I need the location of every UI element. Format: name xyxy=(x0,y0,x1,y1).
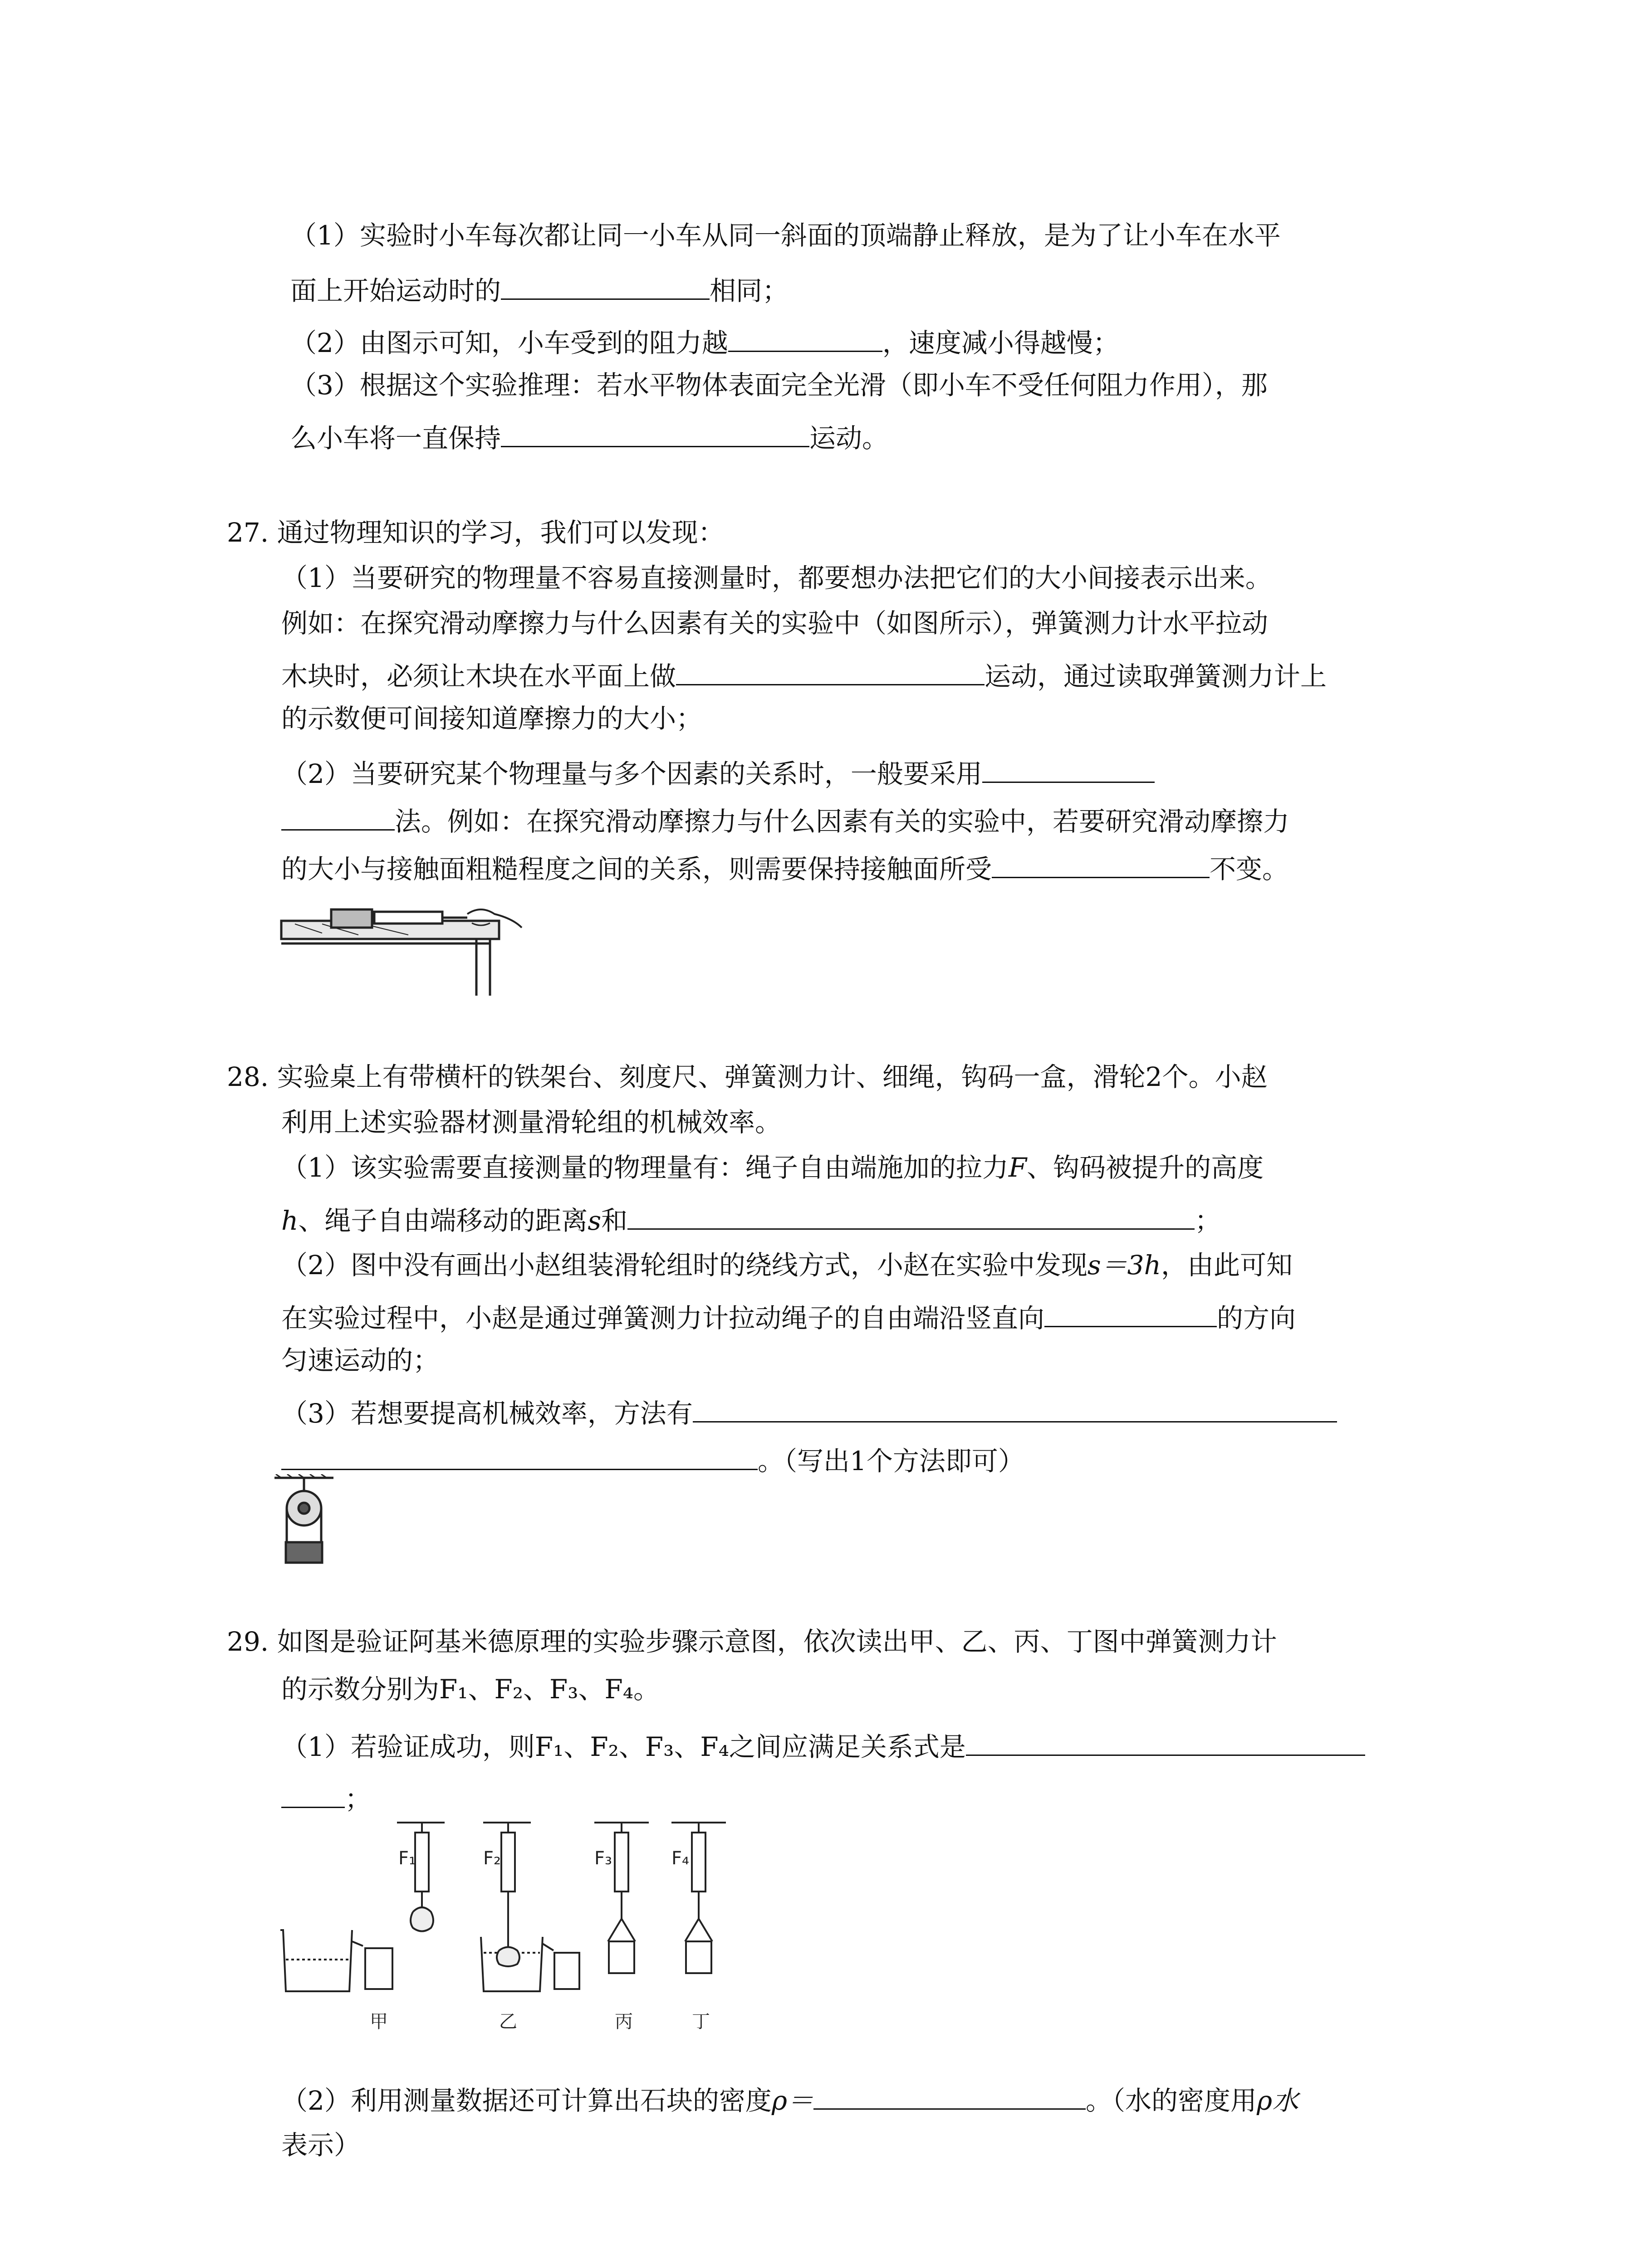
q27-part2-tail: 不变。 xyxy=(1210,854,1289,885)
answer-blank[interactable] xyxy=(728,324,882,352)
q27-part1-line3 xyxy=(281,658,1327,692)
q29-part1-line1 xyxy=(281,1728,1365,1760)
q26-part1-tail: 相同； xyxy=(710,275,789,306)
answer-blank[interactable] xyxy=(813,2082,1086,2110)
step-label-bing: 丙 xyxy=(615,2011,633,2032)
q29-part1-line2 xyxy=(281,1780,371,1812)
force-label-3: F₃ xyxy=(594,1848,612,1869)
q26-part3-tail: 运动。 xyxy=(809,423,889,454)
symbol-rho-water: ρ水 xyxy=(1257,2085,1299,2116)
q27-part1-tail: 运动，通过读取弹簧测力计上 xyxy=(985,661,1327,692)
q29-stem-line1: 29. 如图是验证阿基米德原理的实验步骤示意图，依次读出甲、乙、丙、丁图中弹簧测力计 xyxy=(227,1626,1277,1657)
step-label-ding: 丁 xyxy=(692,2011,710,2032)
q26-part2-text: （2）由图示可知，小车受到的阻力越 xyxy=(290,327,728,358)
q29-part2-line1 xyxy=(281,2082,1298,2114)
answer-blank[interactable] xyxy=(627,1202,1195,1230)
answer-blank[interactable] xyxy=(676,658,985,685)
answer-blank[interactable] xyxy=(693,1395,1337,1422)
answer-blank[interactable] xyxy=(501,272,710,300)
q27-part1-line2: 例如：在探究滑动摩擦力与什么因素有关的实验中（如图所示），弹簧测力计水平拉动 xyxy=(281,608,1269,639)
answer-blank[interactable] xyxy=(281,1780,345,1808)
q28-stem-line2: 利用上述实验器材测量滑轮组的机械效率。 xyxy=(281,1107,782,1138)
q27-part2-line3 xyxy=(281,850,1289,885)
q29-part1-tail: ； xyxy=(345,1784,372,1814)
q27-part1-text: 木块时，必须让木块在水平面上做 xyxy=(281,661,676,692)
q28-part2-text3: 在实验过程中，小赵是通过弹簧测力计拉动绳子的自由端沿竖直向 xyxy=(281,1303,1045,1334)
answer-blank[interactable] xyxy=(966,1728,1365,1756)
q29-part2-text2: 。（水的密度用 xyxy=(1086,2085,1257,2116)
q26-part1-line2 xyxy=(290,272,789,304)
q28-part1-text4: 和 xyxy=(601,1205,628,1236)
q28-part1-line2 xyxy=(281,1202,1221,1234)
answer-blank[interactable] xyxy=(281,1442,758,1470)
q28-stem-line1: 28. 实验桌上有带横杆的铁架台、刻度尺、弹簧测力计、细绳，钩码一盒，滑轮2个。小赵 xyxy=(227,1061,1268,1092)
q27-part2-text2: 法。例如：在探究滑动摩擦力与什么因素有关的实验中，若要研究滑动摩擦力 xyxy=(395,806,1290,837)
q28-part1-tail: ； xyxy=(1195,1205,1221,1236)
q27-part2-line2 xyxy=(281,803,1289,835)
force-label-2: F₂ xyxy=(483,1848,501,1869)
symbol-h: h xyxy=(281,1205,299,1236)
answer-blank[interactable] xyxy=(281,803,395,831)
step-label-jia: 甲 xyxy=(370,2011,388,2032)
q28-part1-text3: 、绳子自由端移动的距离 xyxy=(298,1205,588,1236)
q26-part1-text: 面上开始运动时的 xyxy=(290,275,501,306)
q27-stem: 27. 通过物理知识的学习，我们可以发现： xyxy=(227,517,725,548)
q28-part1-text: （1）该实验需要直接测量的物理量有：绳子自由端施加的拉力 xyxy=(281,1152,1009,1183)
q26-part3-line2 xyxy=(290,420,889,454)
step-label-yi: 乙 xyxy=(499,2011,517,2032)
symbol-rho: ρ＝ xyxy=(771,2085,814,2116)
answer-blank[interactable] xyxy=(501,420,809,447)
q29-part1-text: （1）若验证成功，则F₁、F₂、F₃、F₄之间应满足关系式是 xyxy=(281,1731,966,1762)
answer-blank[interactable] xyxy=(992,850,1210,878)
q28-part2-line2 xyxy=(281,1300,1296,1334)
q26-part2-line xyxy=(290,324,1119,356)
q27-part1-line1: （1）当要研究的物理量不容易直接测量时，都要想办法把它们的大小间接表示出来。 xyxy=(281,562,1272,593)
q28-part1-line1 xyxy=(281,1154,1264,1181)
symbol-s: s xyxy=(588,1205,602,1236)
q28-part3-line2 xyxy=(281,1442,1024,1474)
answer-blank[interactable] xyxy=(982,755,1155,783)
q26-part3-line1: （3）根据这个实验推理：若水平物体表面完全光滑（即小车不受任何阻力作用），那 xyxy=(290,370,1268,401)
archimedes-experiment-figure xyxy=(277,1814,771,2068)
symbol-F: F xyxy=(1008,1152,1027,1183)
q27-part1-line4: 的示数便可间接知道摩擦力的大小； xyxy=(281,703,703,734)
q26-part1-line1: （1）实验时小车每次都让同一小车从同一斜面的顶端静止释放，是为了让小车在水平 xyxy=(290,220,1281,251)
q29-part2-line2: 表示） xyxy=(281,2130,361,2160)
pulley-figure xyxy=(272,1474,336,1565)
q29-stem-line2: 的示数分别为F₁、F₂、F₃、F₄。 xyxy=(281,1674,660,1705)
q29-part2-text: （2）利用测量数据还可计算出石块的密度 xyxy=(281,2085,772,2116)
q28-part3-line1 xyxy=(281,1395,1337,1427)
q27-part2-line1 xyxy=(281,755,1155,787)
q26-part3-text: 么小车将一直保持 xyxy=(290,423,501,454)
q28-part1-text2: 、钩码被提升的高度 xyxy=(1027,1152,1264,1183)
q28-part3-text: （3）若想要提高机械效率，方法有 xyxy=(281,1398,693,1429)
q28-part2-line1 xyxy=(281,1250,1293,1281)
q28-part2-tail: 的方向 xyxy=(1217,1303,1296,1334)
q26-part2-tail: ，速度减小得越慢； xyxy=(882,327,1119,358)
q28-part2-text: （2）图中没有画出小赵组装滑轮组时的绕线方式，小赵在实验中发现 xyxy=(281,1250,1087,1281)
force-label-1: F₁ xyxy=(398,1848,416,1869)
friction-experiment-figure xyxy=(277,896,531,998)
q27-part2-text3: 的大小与接触面粗糙程度之间的关系，则需要保持接触面所受 xyxy=(281,854,992,885)
equation-s-3h: s＝3h xyxy=(1087,1250,1161,1281)
q28-part3-tail: 。（写出1个方法即可） xyxy=(758,1446,1024,1476)
answer-blank[interactable] xyxy=(1044,1300,1217,1327)
force-label-4: F₄ xyxy=(671,1848,690,1869)
q27-part2-text: （2）当要研究某个物理量与多个因素的关系时，一般要采用 xyxy=(281,758,982,789)
q28-part2-text2: ，由此可知 xyxy=(1161,1250,1293,1281)
q28-part2-line3: 匀速运动的； xyxy=(281,1345,440,1376)
